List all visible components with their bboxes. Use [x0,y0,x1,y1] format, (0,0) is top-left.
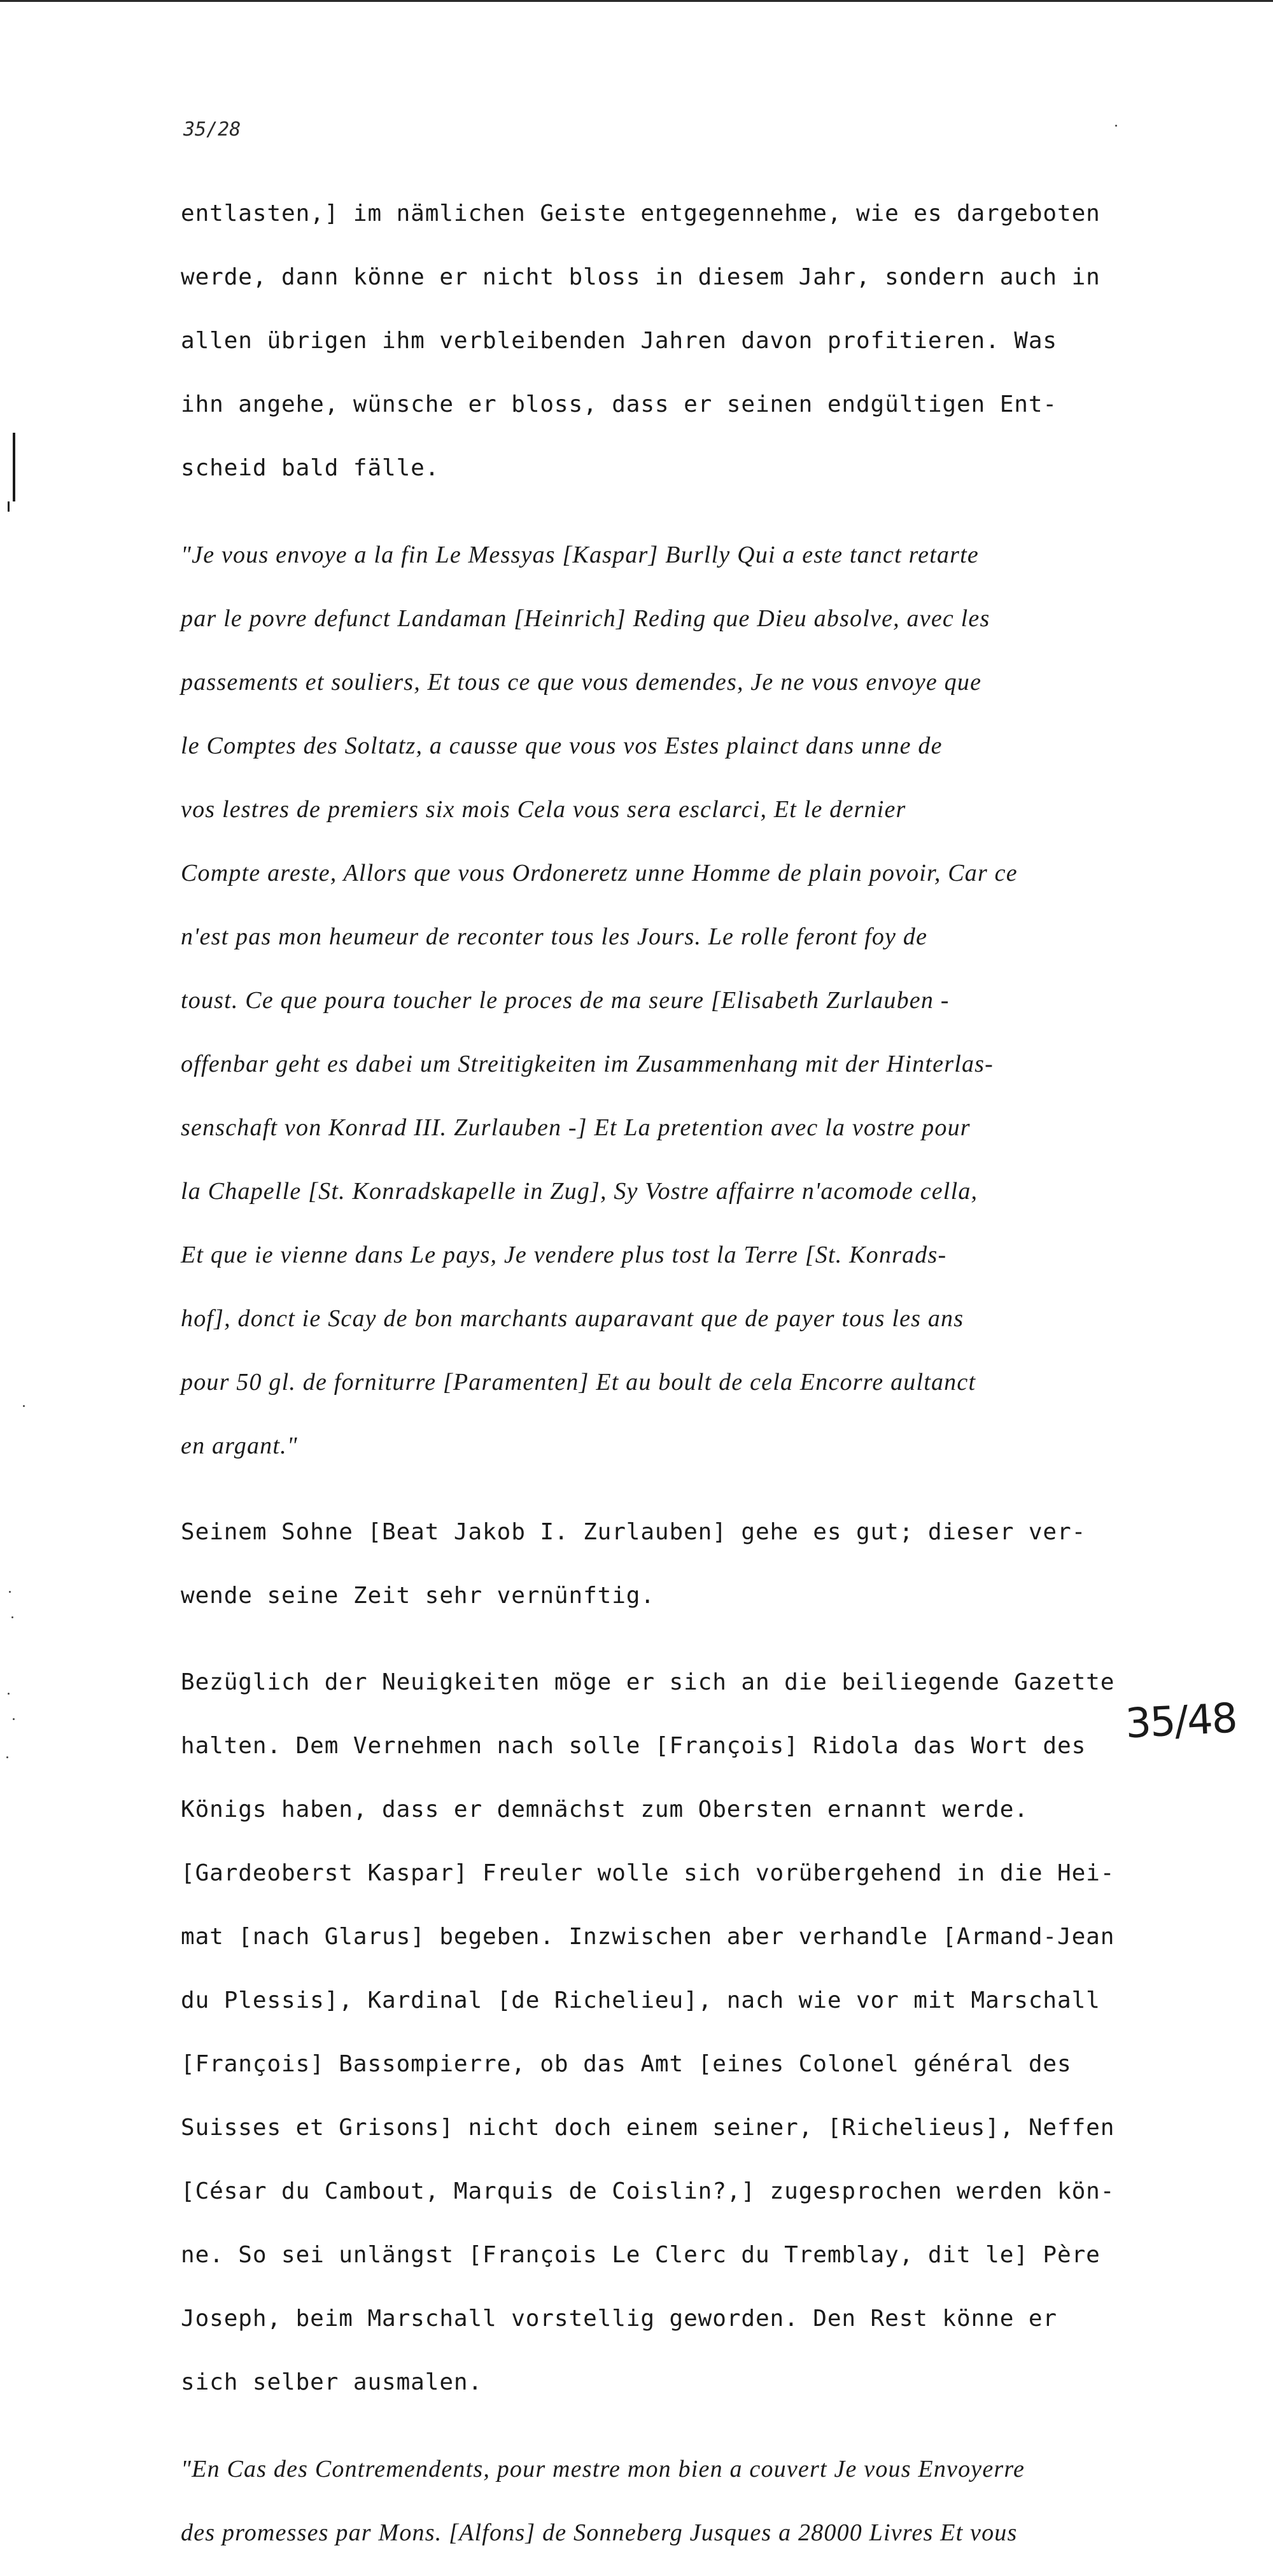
text-line: senschaft von Konrad III. Zurlauben -] Et La pretention avec la vostre pour [181,1114,971,1141]
text-line: Königs haben, dass er demnächst zum Obersten ernannt werde. [181,1796,1029,1823]
text-line: [Gardeoberst Kaspar] Freuler wolle sich vorübergehend in die Hei- [181,1860,1115,1886]
folio-number: 35/28 [183,118,241,141]
text-line: toust. Ce que poura toucher le proces de ma seure [Elisabeth Zurlauben - [181,987,950,1014]
speck-mark [9,1591,11,1593]
text-line: ne. So sei unlängst [François Le Clerc du Tremblay, dit le] Père [181,2242,1101,2268]
text-line: en argant." [181,1432,298,1459]
text-line: des promesses par Mons. [Alfons] de Sonneberg Jusques a 28000 Livres Et vous [181,2519,1018,2546]
speck-mark [23,1405,25,1407]
text-line: passements et souliers, Et tous ce que vous demendes, Je ne vous envoye que [181,669,982,696]
paragraph-german [181,1489,1199,1639]
text-line: [François] Bassompierre, ob das Amt [eines Colonel général des [181,2051,1072,2077]
margin-tick-mark [8,501,10,512]
text-line: "Je vous envoye a la fin Le Messyas [Kaspar] Burlly Qui a este tanct retarte [181,542,979,568]
text-line: le Comptes des Soltatz, a causse que vous vos Estes plainct dans unne de [181,732,943,759]
paragraph-french-quote [181,512,1199,1489]
body-text [181,171,1199,2576]
text-line: [César du Cambout, Marquis de Coislin?,] zugesprochen werden kön- [181,2178,1115,2204]
speck-mark [6,1756,8,1758]
text-line: allen übrigen ihm verbleibenden Jahren davon profitieren. Was [181,328,1058,354]
speck-mark [8,1693,10,1695]
paragraph-german [181,171,1199,512]
speck-mark [11,1616,13,1618]
text-line: entlasten,] im nämlichen Geiste entgegennehme, wie es dargeboten [181,200,1101,227]
text-line: ihn angehe, wünsche er bloss, dass er seinen endgültigen Ent- [181,391,1058,417]
text-line: werde, dann könne er nicht bloss in diesem Jahr, sondern auch in [181,264,1101,290]
text-line: "En Cas des Contremendents, pour mestre mon bien a couvert Je vous Envoyerre [181,2456,1025,2482]
text-line: Joseph, beim Marschall vorstellig geworden. Den Rest könne er [181,2306,1058,2332]
text-line: Compte areste, Allors que vous Ordoneretz unne Homme de plain povoir, Car ce [181,860,1018,886]
text-line: Seinem Sohne [Beat Jakob I. Zurlauben] gehe es gut; dieser ver- [181,1519,1087,1545]
text-line: n'est pas mon heumeur de reconter tous les Jours. Le rolle feront foy de [181,923,928,950]
paragraph-german [181,1639,1199,2426]
text-line: la Chapelle [St. Konradskapelle in Zug], Sy Vostre affairre n'acomode cella, [181,1178,978,1205]
text-line: scheid bald fälle. [181,455,440,481]
top-border-line [0,0,1273,2]
text-line: sich selber ausmalen. [181,2369,483,2395]
text-line: Et que ie vienne dans Le pays, Je vendere plus tost la Terre [St. Konrads- [181,1242,947,1268]
speck-mark [1115,125,1117,127]
speck-mark [13,1718,15,1720]
text-line: vos lestres de premiers six mois Cela vous sera esclarci, Et le dernier [181,796,906,823]
paragraph-french-quote [181,2426,1199,2576]
text-line: par le povre defunct Landaman [Heinrich] Reding que Dieu absolve, avec les [181,605,990,632]
text-line: du Plessis], Kardinal [de Richelieu], nach wie vor mit Marschall [181,1987,1101,2013]
text-line: mat [nach Glarus] begeben. Inzwischen aber verhandle [Armand-Jean [181,1924,1115,1950]
text-line: pour 50 gl. de forniturre [Paramenten] Et au boult de cela Encorre aultanct [181,1369,976,1396]
margin-bracket-mark [9,433,15,501]
text-line: wende seine Zeit sehr vernünftig. [181,1583,655,1609]
text-line: Bezüglich der Neuigkeiten möge er sich an die beiliegende Gazette [181,1669,1115,1695]
text-line: Suisses et Grisons] nicht doch einem seiner, [Richelieus], Neffen [181,2115,1115,2141]
text-line: halten. Dem Vernehmen nach solle [François] Ridola das Wort des [181,1733,1087,1759]
archive-page-number: 35/48 [1124,1695,1238,1748]
text-line: offenbar geht es dabei um Streitigkeiten im Zusammenhang mit der Hinterlas- [181,1051,994,1077]
text-line: hof], donct ie Scay de bon marchants auparavant que de payer tous les ans [181,1305,964,1332]
